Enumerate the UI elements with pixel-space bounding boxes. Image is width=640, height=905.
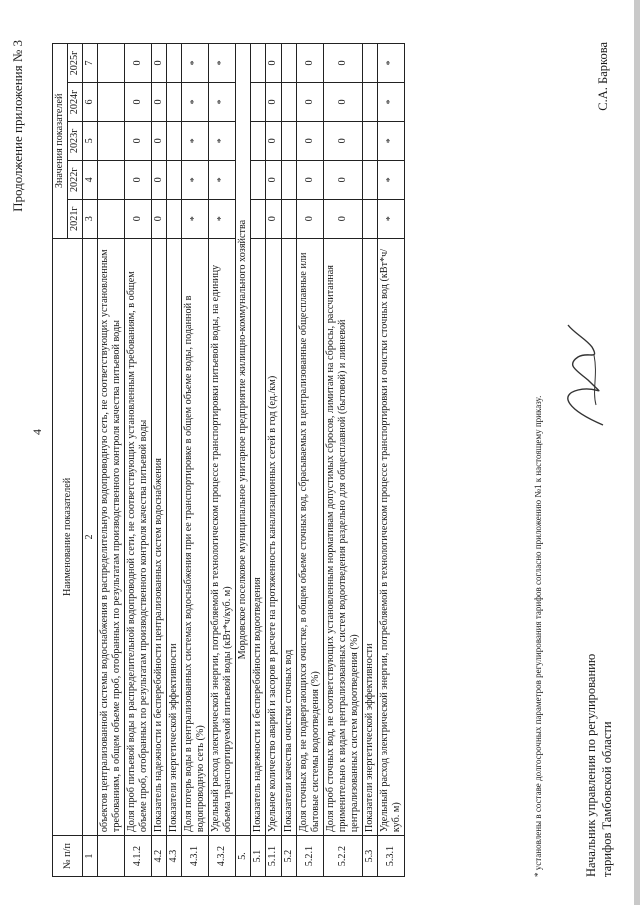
value-cell: *	[182, 121, 209, 160]
value-cell: 0	[323, 199, 362, 238]
value-cell: *	[182, 199, 209, 238]
handwritten-signature	[548, 315, 618, 435]
value-cell: 0	[125, 160, 152, 199]
value-cell: *	[209, 199, 236, 238]
table-row	[281, 44, 296, 877]
value-cell: 0	[152, 44, 167, 83]
value-cell: 0	[266, 121, 281, 160]
value-cell: 0	[296, 199, 323, 238]
index-row	[83, 44, 98, 877]
indicator-name: Показатель надежности и бесперебойности централизованных систем водоснабжения	[152, 238, 167, 836]
value-cell: 0	[323, 83, 362, 122]
table-row	[377, 44, 404, 877]
index-cell: 4	[83, 160, 98, 199]
value-cell: 0	[266, 44, 281, 83]
value-cell	[167, 160, 182, 199]
signature-position	[584, 654, 615, 877]
table-row	[251, 44, 266, 877]
value-cell: 0	[152, 160, 167, 199]
value-cell: *	[209, 44, 236, 83]
row-number: 5.3.1	[377, 836, 404, 877]
row-number: 4.3.1	[182, 836, 209, 877]
value-cell: 0	[266, 199, 281, 238]
position-line: тарифов Тамбовской области	[599, 721, 614, 877]
indicator-name: Доля сточных вод, не подвергающихся очистке, в общем объеме сточных вод, сбрасываемых в централизованные общесплавные или бытовые системы водоотведения (%)	[296, 238, 323, 836]
value-cell	[98, 83, 125, 122]
organization-heading: Мордовское поселковое муниципальное унитарное предприятие жилищно-коммунального хозяйства	[236, 44, 251, 836]
row-number: 5.2.1	[296, 836, 323, 877]
row-number: 5.2	[281, 836, 296, 877]
value-cell: *	[377, 121, 404, 160]
table-row	[209, 44, 236, 877]
value-cell	[251, 44, 266, 83]
table-row	[323, 44, 362, 877]
indicator-name: Удельный расход электрической энергии, потребляемой в технологическом процессе транспортировки питьевой воды, на единицу объема транспортируемой питьевой воды (кВт*ч/куб. м)	[209, 238, 236, 836]
table-row	[167, 44, 182, 877]
value-cell	[281, 160, 296, 199]
value-cell	[167, 199, 182, 238]
row-number: 5.3	[362, 836, 377, 877]
table-row	[236, 44, 251, 877]
row-number: 4.3.2	[209, 836, 236, 877]
table-row	[152, 44, 167, 877]
value-cell	[98, 199, 125, 238]
value-cell	[281, 121, 296, 160]
table-row	[182, 44, 209, 877]
position-line: Начальник управления по регулированию	[584, 653, 598, 877]
row-number	[98, 836, 125, 877]
value-cell	[251, 199, 266, 238]
year-header: 2025г	[68, 44, 83, 83]
value-cell: *	[209, 83, 236, 122]
table-row	[125, 44, 152, 877]
header-row-1	[53, 44, 68, 877]
value-cell: 0	[152, 199, 167, 238]
value-cell: *	[182, 83, 209, 122]
value-cell: 0	[152, 83, 167, 122]
value-cell	[362, 44, 377, 83]
value-cell: 0	[266, 83, 281, 122]
value-cell	[362, 83, 377, 122]
year-header: 2022г	[68, 160, 83, 199]
value-cell: 0	[323, 44, 362, 83]
row-number: 4.2	[152, 836, 167, 877]
row-number: 5.1	[251, 836, 266, 877]
value-cell	[98, 121, 125, 160]
value-cell: 0	[323, 160, 362, 199]
indicator-name: Доля потерь воды в централизованных системах водоснабжения при ее транспортировке в общем объеме воды, поданной в водопроводную сеть (%)	[182, 238, 209, 836]
value-cell: 0	[125, 199, 152, 238]
value-cell: 0	[125, 121, 152, 160]
row-number: 4.3	[167, 836, 182, 877]
value-cell: *	[209, 121, 236, 160]
table-row	[362, 44, 377, 877]
value-cell: *	[182, 160, 209, 199]
table-row	[98, 44, 125, 877]
indicator-name: объектов централизованной системы водоснабжения в распределительную водопроводную сеть, не соответствующих установленным требованиям, в общем объеме проб, отобранных по результатам производственного контроля качества питьевой воды	[98, 238, 125, 836]
value-cell: 0	[296, 44, 323, 83]
value-cell: 0	[125, 83, 152, 122]
value-cell	[167, 83, 182, 122]
value-cell: 0	[296, 83, 323, 122]
value-cell	[251, 83, 266, 122]
col-header-values: Значения показателей	[53, 44, 68, 239]
indicator-name: Показатели энергетической эффективности	[167, 238, 182, 836]
value-cell	[251, 121, 266, 160]
page-number: 4	[30, 429, 44, 435]
value-cell: *	[377, 83, 404, 122]
value-cell: 0	[296, 160, 323, 199]
row-number: 5.1.1	[266, 836, 281, 877]
table-row	[296, 44, 323, 877]
value-cell: *	[182, 44, 209, 83]
value-cell: *	[377, 199, 404, 238]
index-cell: 2	[83, 238, 98, 836]
value-cell	[281, 83, 296, 122]
index-cell: 1	[83, 836, 98, 877]
value-cell	[281, 44, 296, 83]
value-cell: 0	[125, 44, 152, 83]
index-cell: 6	[83, 83, 98, 122]
indicator-name: Удельный расход электрической энергии, потребляемой в технологическом процессе транспортировки и очистки сточных вод (кВт*ч/куб. м)	[377, 238, 404, 836]
row-number: 5.	[236, 836, 251, 877]
col-header-name: Наименование показателей	[53, 238, 83, 836]
value-cell: *	[209, 160, 236, 199]
indicators-table	[52, 43, 405, 877]
year-header: 2024г	[68, 83, 83, 122]
value-cell: 0	[266, 160, 281, 199]
year-header: 2023г	[68, 121, 83, 160]
value-cell	[362, 121, 377, 160]
indicator-name: Показатели качества очистки сточных вод	[281, 238, 296, 836]
row-number: 4.1.2	[125, 836, 152, 877]
value-cell: 0	[323, 121, 362, 160]
index-cell: 5	[83, 121, 98, 160]
value-cell	[251, 160, 266, 199]
value-cell: 0	[296, 121, 323, 160]
indicator-name: Доля проб питьевой воды в распределительной водопроводной сети, не соответствующих установленным требованиям, в общем объеме проб, отобранных по результатам производственного контроля качества питьевой воды	[125, 238, 152, 836]
footnote: * установлены в составе долгосрочных параметров регулирования тарифов согласно приложению №1 к настоящему приказу.	[533, 395, 543, 877]
indicator-name: Показатель надежности и бесперебойности водоотведения	[251, 238, 266, 836]
row-number: 5.2.2	[323, 836, 362, 877]
index-cell: 3	[83, 199, 98, 238]
value-cell	[362, 199, 377, 238]
table-body	[98, 44, 405, 877]
continuation-caption: Продолжение приложения № 3	[10, 40, 25, 212]
col-header-num: № п/п	[53, 836, 83, 877]
value-cell: *	[377, 160, 404, 199]
value-cell	[362, 160, 377, 199]
indicator-name: Доля проб сточных вод, не соответствующих установленным нормативам допустимых сбросов, лимитам на сбросы, рассчитанная применительно к видам централизованных систем водоотведения раздельно для общесплавной (бытовой) и ливневой централизованных систем водоотведения (%)	[323, 238, 362, 836]
table-row	[266, 44, 281, 877]
indicator-name: Показатели энергетической эффективности	[362, 238, 377, 836]
year-header: 2021г	[68, 199, 83, 238]
value-cell: 0	[152, 121, 167, 160]
indicator-name: Удельное количество аварий и засоров в расчете на протяженность канализационных сетей в год (ед./км)	[266, 238, 281, 836]
value-cell	[98, 160, 125, 199]
value-cell	[167, 121, 182, 160]
signatory-name: С.А. Баркова	[596, 42, 610, 111]
value-cell	[98, 44, 125, 83]
index-cell: 7	[83, 44, 98, 83]
value-cell	[167, 44, 182, 83]
value-cell	[281, 199, 296, 238]
value-cell: *	[377, 44, 404, 83]
